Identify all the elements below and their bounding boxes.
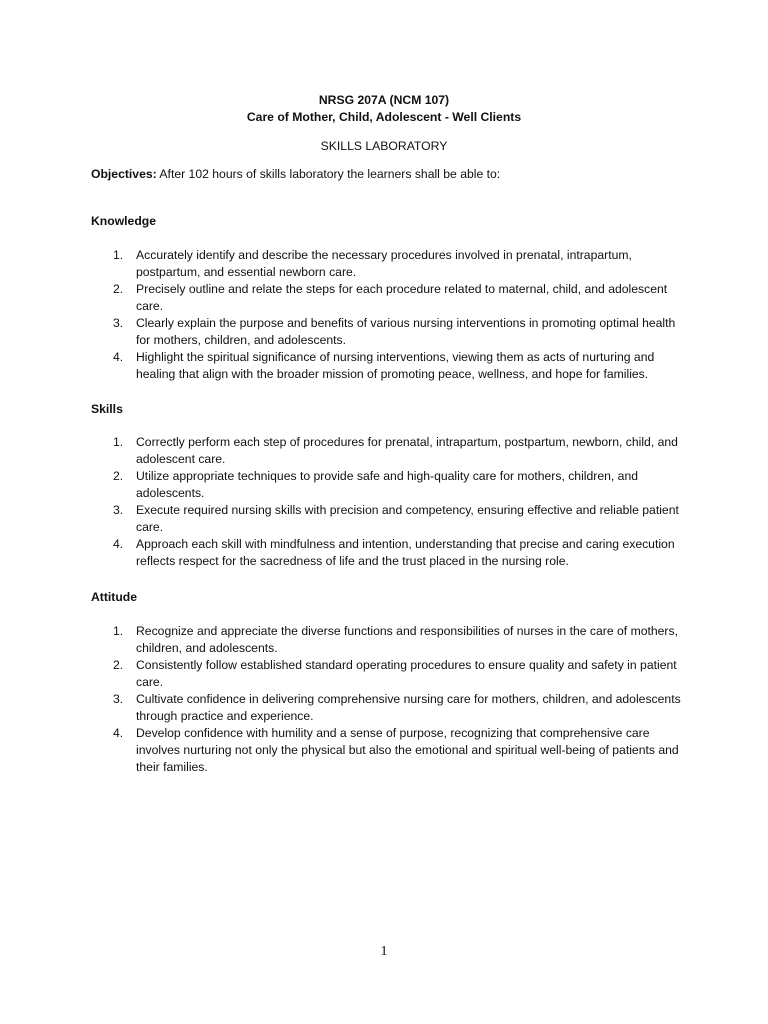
list-item — [91, 315, 681, 349]
list-item — [91, 349, 681, 383]
section-heading: SKILLS LABORATORY — [320, 139, 448, 153]
item-text: Cultivate confidence in delivering comprehensive nursing care for mothers, children, and adolescents through practice and experience. — [136, 692, 681, 723]
course-title: Care of Mother, Child, Adolescent - Well Clients — [246, 110, 522, 124]
document-header — [0, 92, 768, 155]
item-number: 2. — [113, 658, 124, 672]
page-number: 1 — [380, 944, 388, 959]
list-item — [91, 623, 681, 657]
objectives-text: After 102 hours of skills laboratory the learners shall be able to: — [156, 167, 501, 181]
list-item — [91, 691, 681, 725]
knowledge-list — [91, 247, 681, 383]
item-number: 4. — [113, 537, 124, 551]
objectives-statement — [91, 166, 691, 183]
item-text: Precisely outline and relate the steps for each procedure related to maternal, child, and adolescent care. — [136, 282, 668, 313]
list-item — [91, 468, 681, 502]
knowledge-heading: Knowledge — [91, 214, 157, 228]
item-number: 4. — [113, 350, 124, 364]
course-code: NRSG 207A (NCM 107) — [318, 93, 450, 107]
item-text: Accurately identify and describe the necessary procedures involved in prenatal, intrapartum, postpartum, and essential newborn care. — [136, 248, 632, 279]
item-number: 2. — [113, 282, 124, 296]
item-number: 3. — [113, 692, 124, 706]
list-item — [91, 434, 681, 468]
item-text: Recognize and appreciate the diverse functions and responsibilities of nurses in the care of mothers, children, and adolescents. — [136, 624, 678, 655]
item-text: Execute required nursing skills with precision and competency, ensuring effective and reliable patient care. — [136, 503, 679, 534]
item-number: 3. — [113, 503, 124, 517]
item-number: 2. — [113, 469, 124, 483]
attitude-heading: Attitude — [91, 590, 138, 604]
item-text: Consistently follow established standard operating procedures to ensure quality and safety in patient care. — [136, 658, 677, 689]
item-text: Clearly explain the purpose and benefits of various nursing interventions in promoting optimal health for mothers, children, and adolescents. — [136, 316, 676, 347]
list-item — [91, 247, 681, 281]
list-item — [91, 281, 681, 315]
list-item — [91, 725, 681, 776]
list-item — [91, 502, 681, 536]
item-text: Highlight the spiritual significance of nursing interventions, viewing them as acts of nurturing and healing that align with the broader mission of promoting peace, wellness, and hope for families. — [136, 350, 655, 381]
item-number: 1. — [113, 624, 124, 638]
item-text: Approach each skill with mindfulness and intention, understanding that precise and caring execution reflects respect for the sacredness of life and the trust placed in the nursing role. — [136, 537, 675, 568]
list-item — [91, 536, 681, 570]
item-number: 3. — [113, 316, 124, 330]
skills-heading: Skills — [91, 402, 123, 416]
item-text: Develop confidence with humility and a sense of purpose, recognizing that comprehensive care involves nurturing not only the physical but also the emotional and spiritual well-being of patients and their families. — [136, 726, 679, 774]
list-item — [91, 657, 681, 691]
objectives-label: Objectives: — [91, 167, 157, 181]
skills-list — [91, 434, 681, 570]
item-text: Correctly perform each step of procedures for prenatal, intrapartum, postpartum, newborn, child, and adolescent care. — [136, 435, 678, 466]
item-number: 1. — [113, 435, 124, 449]
attitude-list — [91, 623, 681, 776]
item-number: 4. — [113, 726, 124, 740]
item-text: Utilize appropriate techniques to provide safe and high-quality care for mothers, children, and adolescents. — [136, 469, 639, 500]
item-number: 1. — [113, 248, 124, 262]
